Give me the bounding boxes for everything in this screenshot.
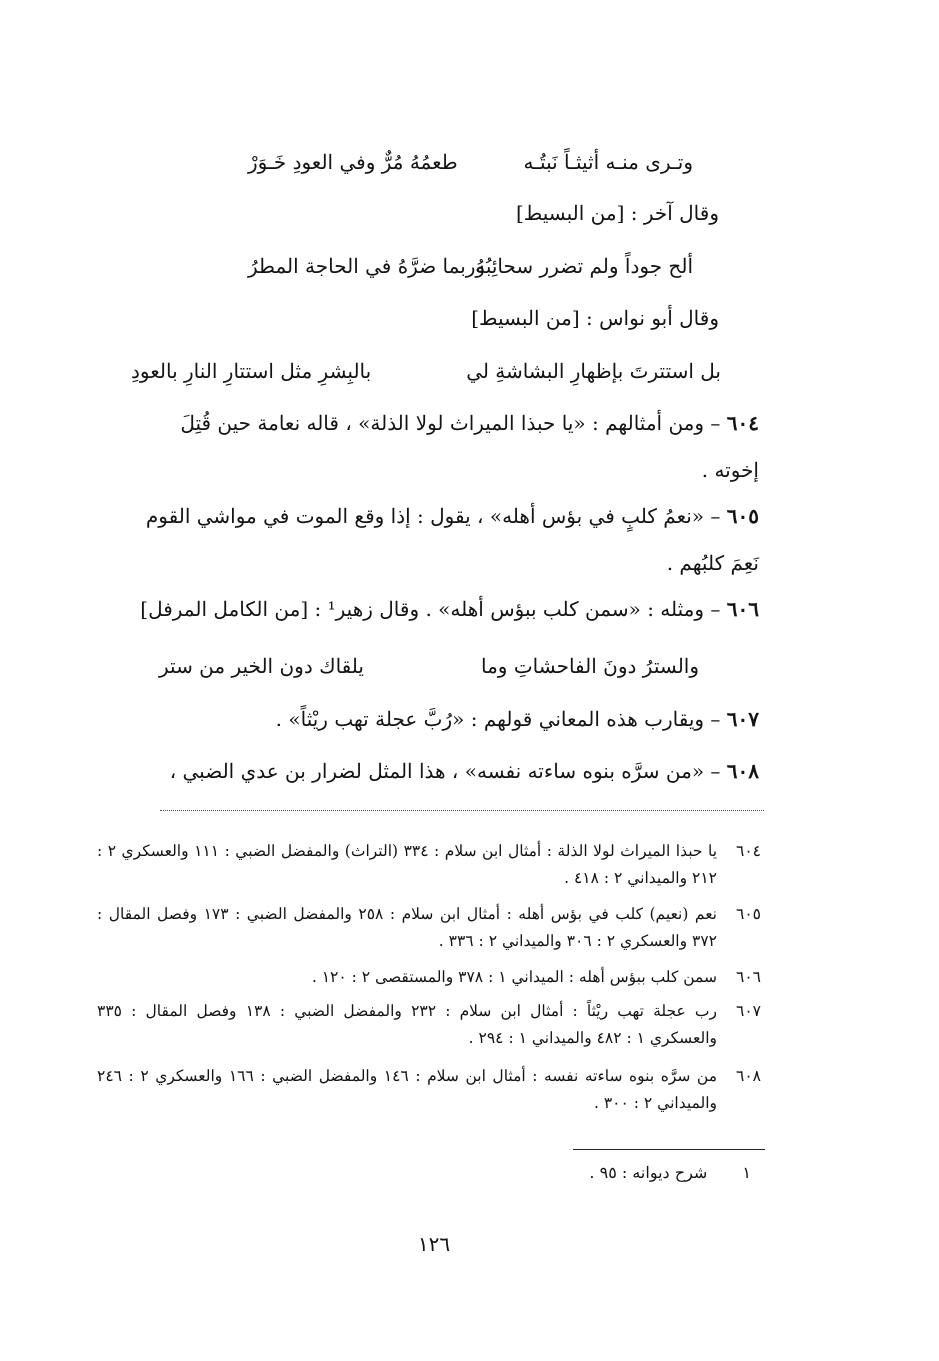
entry-continuation: إخوته . [701, 458, 759, 482]
entry-number: ٦٠٤ [726, 411, 759, 435]
verse-line [248, 145, 693, 179]
note-item [97, 998, 761, 1052]
verse-line [248, 249, 693, 283]
footnote-number: ١ [742, 1163, 751, 1182]
entry-number: ٦٠٧ [726, 707, 759, 731]
entry-604 [180, 408, 759, 438]
entry-608 [170, 756, 759, 786]
entry-number: ٦٠٥ [726, 504, 759, 528]
notes-separator [160, 810, 764, 811]
verse-intro: وقال آخر : [من البسيط] [515, 201, 719, 225]
note-number: ٦٠٥ [736, 905, 761, 923]
verse-second-hemistich: يلقاك دون الخير من ستر [159, 654, 364, 678]
verse-line [159, 649, 699, 683]
entry-606 [140, 594, 759, 624]
verse-intro: وقال أبو نواس : [من البسيط] [471, 306, 719, 330]
verse-first-hemistich: بل استترتَ بإظهارِ البشاشةِ لي [466, 359, 721, 383]
note-item [97, 964, 761, 991]
note-text: سمن كلب ببؤس أهله : الميداني ١ : ٣٧٨ والمستقصى ٢ : ١٢٠ . [311, 968, 717, 986]
verse-second-hemistich: وربما ضرَّهُ في الحاجة المطرُ [248, 254, 486, 278]
note-text: نعم (نعيم) كلب في بؤس أهله : أمثال ابن سلام : ٢٥٨ والمفضل الضبي : ١٧٣ وفصل المقال : ٣٧٢ والعسكري ٢ : ٣٠٦ والميداني ٢ : ٣٣٦ . [97, 905, 717, 950]
note-number: ٦٠٤ [736, 842, 761, 860]
entry-text: – ومثله : «سمن كلب ببؤس أهله» . وقال زهير¹ : [من الكامل المرفل] [140, 597, 721, 621]
note-text: رب عجلة تهب ريْثاً : أمثال ابن سلام : ٢٣٢ والمفضل الضبي : ١٣٨ وفصل المقال : ٣٣٥ والعسكري ١ : ٤٨٢ والميداني ١ : ٢٩٤ . [97, 1002, 717, 1047]
verse-first-hemistich: وتـرى منـه أثيثـاً نَبتُـه [523, 150, 693, 174]
verse-second-hemistich: طعمُهُ مُرٌّ وفي العودِ خَـوَرْ [248, 150, 458, 174]
note-number: ٦٠٨ [736, 1067, 761, 1085]
footnote-text: شرح ديوانه : ٩٥ . [589, 1163, 708, 1182]
verse-second-hemistich: بالبِشرِ مثل استتارِ النارِ بالعودِ [131, 359, 372, 383]
entry-number: ٦٠٦ [726, 597, 759, 621]
page-number: ١٢٦ [417, 1232, 451, 1256]
entry-text: – ويقارب هذه المعاني قولهم : «رُبَّ عجلة تهب ريْثاً» . [275, 707, 721, 731]
verse-first-hemistich: ألح جوداً ولم تضرر سحائِبُهُ [475, 254, 693, 278]
note-number: ٦٠٦ [736, 968, 761, 986]
footnote-rule [573, 1149, 765, 1150]
verse-line [131, 354, 721, 388]
entry-text: – ومن أمثالهم : «يا حبذا الميراث لولا الذلة» ، قاله نعامة حين قُتِلَ [180, 411, 721, 435]
note-item [97, 1063, 761, 1117]
note-item [97, 901, 761, 955]
note-number: ٦٠٧ [736, 1002, 761, 1020]
entry-text: – «من سرَّه بنوه ساءته نفسه» ، هذا المثل لضرار بن عدي الضبي ، [169, 759, 721, 783]
note-text: من سرَّه بنوه ساءته نفسه : أمثال ابن سلام : ١٤٦ والمفضل الضبي : ١٦٦ والعسكري ٢ : ٢٤٦ والميداني ٢ : ٣٠٠ . [97, 1067, 718, 1112]
verse-first-hemistich: والسترُ دونَ الفاحشاتِ وما [481, 654, 699, 678]
entry-number: ٦٠٨ [726, 759, 759, 783]
footnote [589, 1160, 751, 1186]
entry-text: – «نعمُ كلبٍ في بؤس أهله» ، يقول : إذا وقع الموت في مواشي القوم [145, 504, 721, 528]
entry-605 [146, 501, 759, 531]
note-item [97, 838, 761, 892]
entry-continuation: نَعِمَ كلبُهم . [666, 551, 759, 575]
note-text: يا حبذا الميراث لولا الذلة : أمثال ابن سلام : ٣٣٤ (التراث) والمفضل الضبي : ١١١ والعسكري ٢ : ٢١٢ والميداني ٢ : ٤١٨ . [97, 842, 718, 887]
entry-607 [276, 704, 759, 734]
